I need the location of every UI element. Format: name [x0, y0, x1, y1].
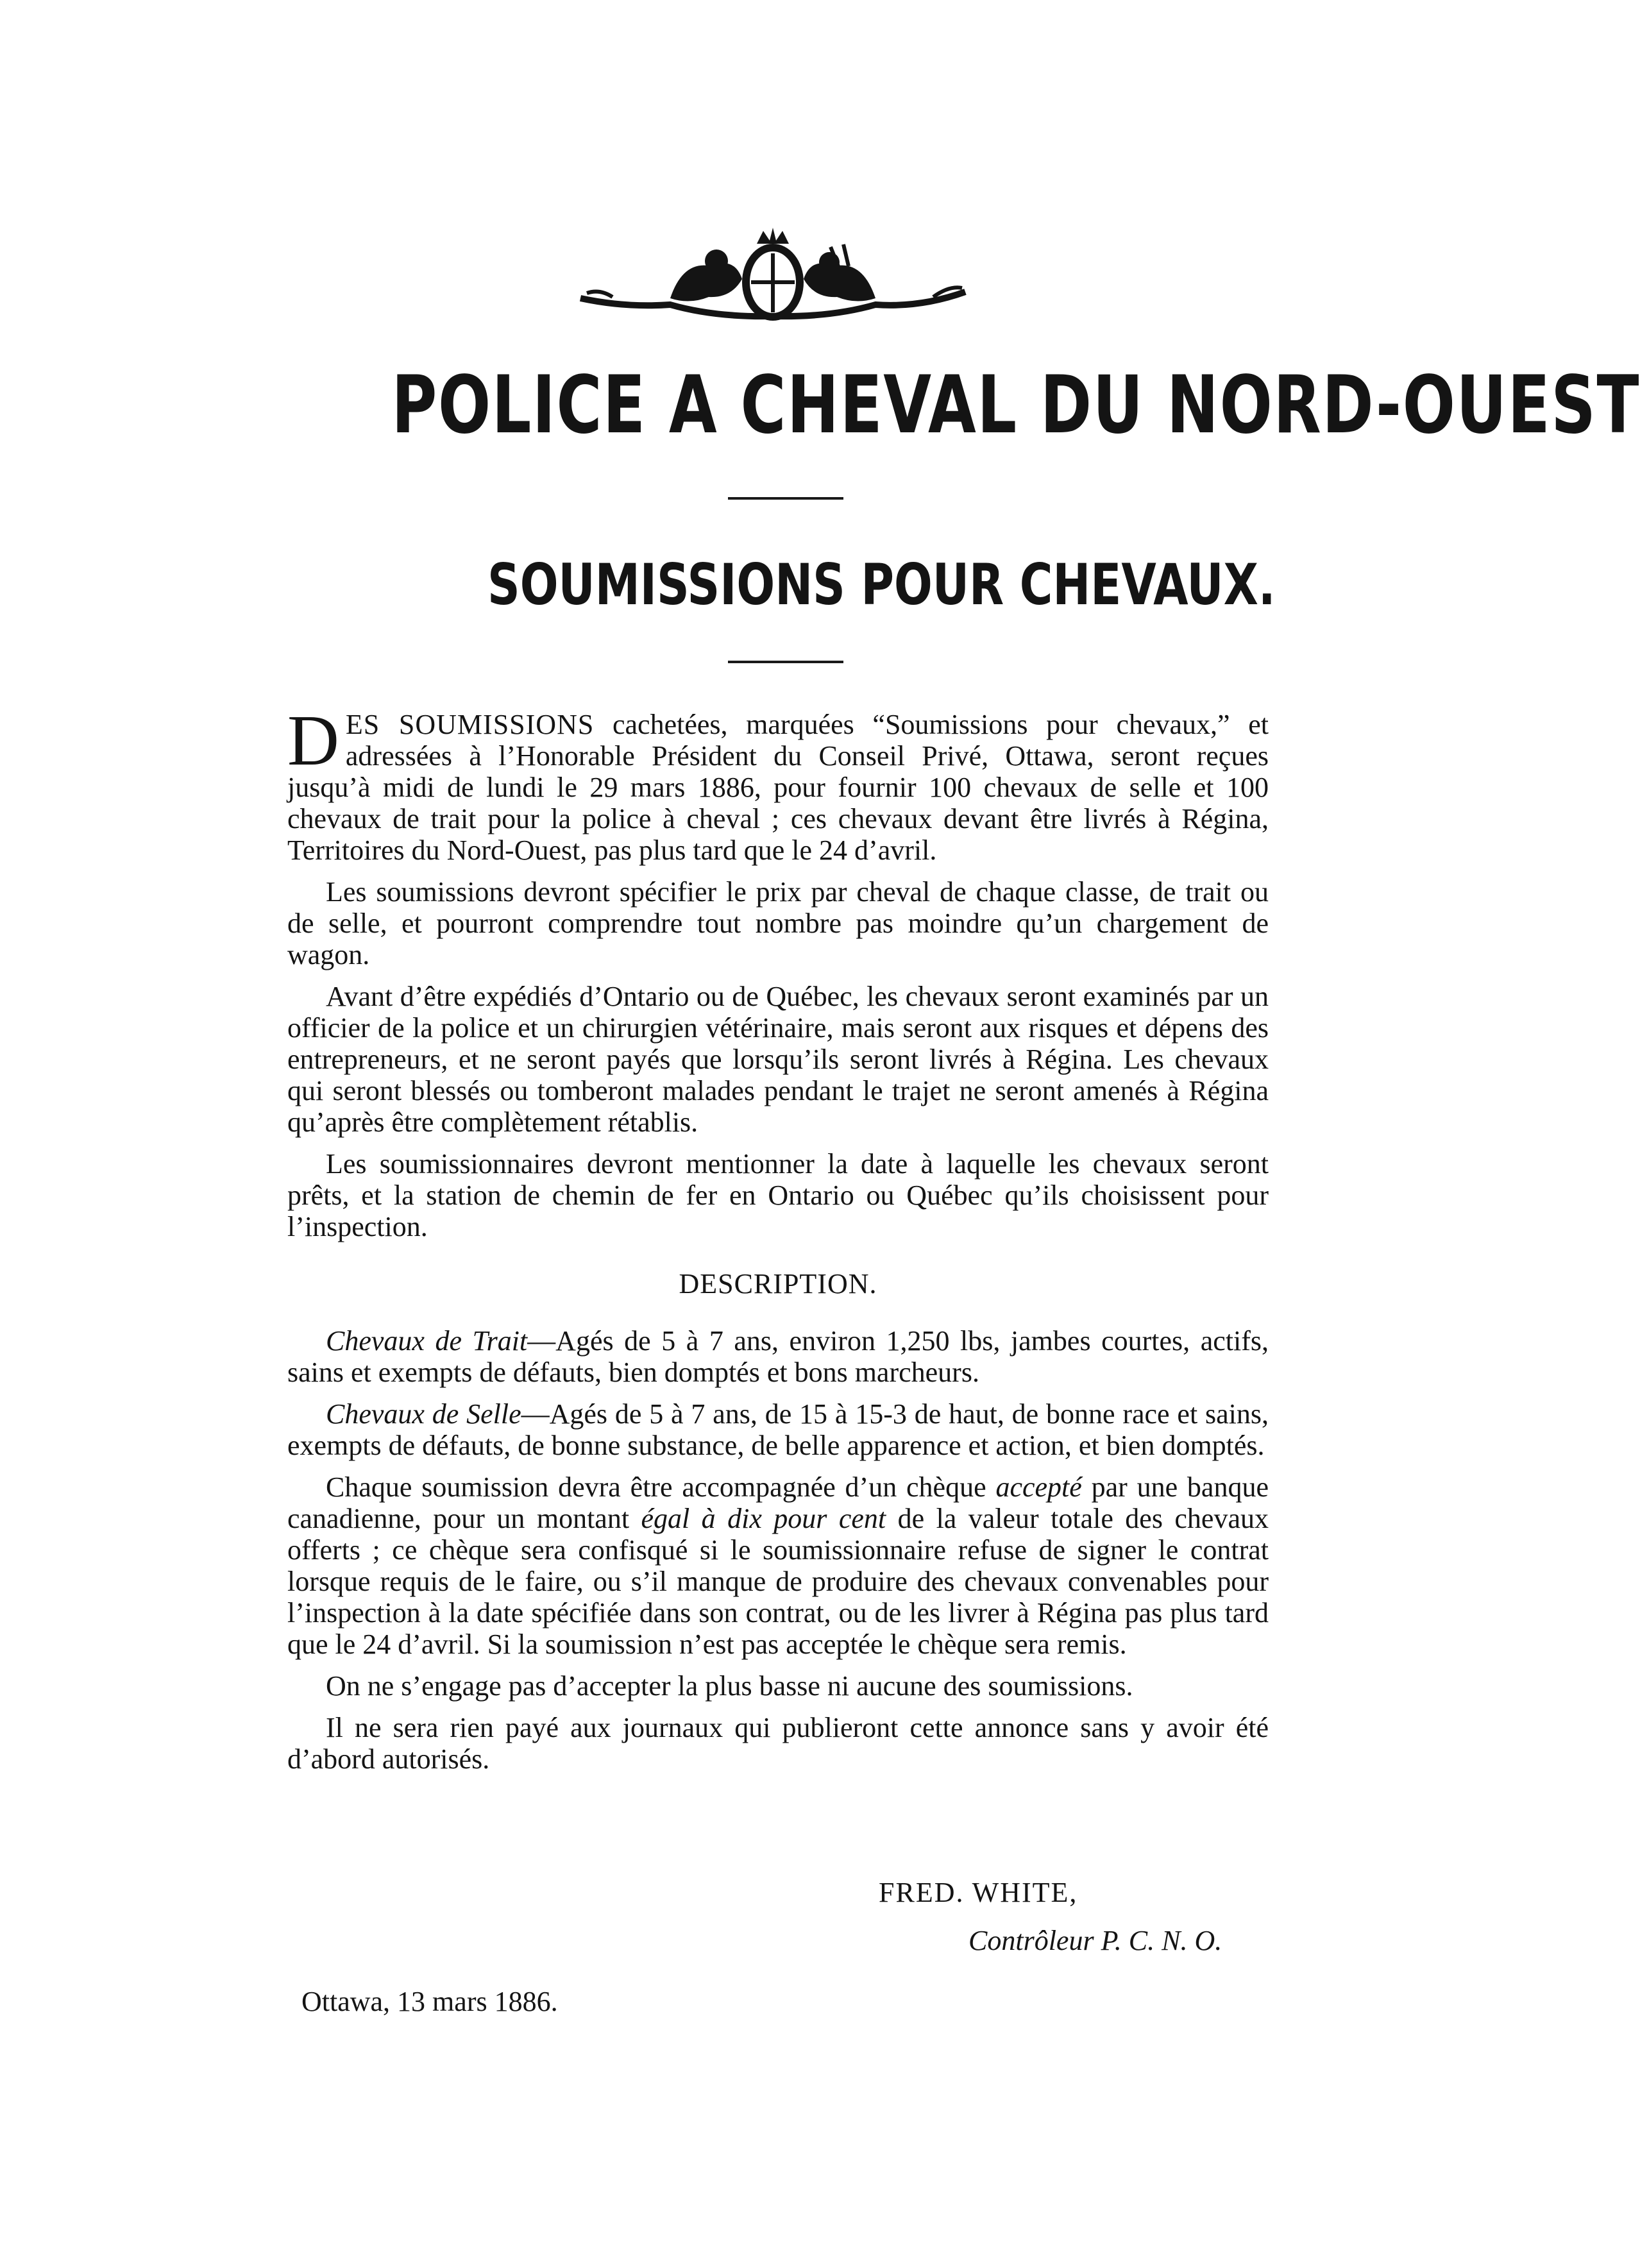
- draft-horses-text: —Agés de 5 à 7 ans, environ 1,250 lbs, jambes courtes, actifs, sains et exempts de défauts, bien domptés et bons marcheurs.: [287, 1325, 1269, 1388]
- cheque-text-c: de la valeur totale des chevaux offerts ; ce chèque sera confisqué si le soumissionnaire refuse de signer le contrat lorsque requis de le faire, ou s’il manque de produire des chevaux convenables pour l’inspection à la date spécifiée dans son contrat, ou de les livrer à Régina pas plus tard que le 24 d’avril. Si la soumission n’est pas acceptée le chèque sera remis.: [287, 1503, 1269, 1660]
- draft-horses-label: Chevaux de Trait: [326, 1325, 528, 1357]
- page-title: POLICE A CHEVAL DU NORD-OUEST: [391, 359, 1640, 452]
- page-subtitle: SOUMISSIONS POUR CHEVAUX.: [487, 552, 1276, 618]
- cheque-text-b: par une banque canadienne, pour un montant: [287, 1471, 1269, 1534]
- saddle-horses-text: —Agés de 5 à 7 ans, de 15 à 15-3 de haut, de bonne race et sains, exempts de défauts, de bonne substance, de belle apparence et action, et bien domptés.: [287, 1398, 1269, 1461]
- signer-title: Contrôleur P. C. N. O.: [968, 1925, 1222, 1956]
- subtitle-divider: [728, 661, 843, 663]
- paragraph-inspection: Avant d’être expédiés d’Ontario ou de Québec, les chevaux seront examinés par un officier de la police et un chirurgien vétérinaire, mais seront aux risques et dépens des entrepreneurs, et ne seront payés que lorsqu’ils seront livrés à Régina. Les chevaux qui seront blessés ou tomberont malades pendant le trajet ne seront amenés à Régina qu’après être complètement rétablis.: [287, 981, 1269, 1138]
- signature: FRED. WHITE,: [879, 1877, 1078, 1908]
- drop-cap: D: [287, 701, 339, 781]
- paragraph-tender-call: [287, 701, 1269, 866]
- paragraph-no-obligation: On ne s’engage pas d’accepter la plus basse ni aucune des soumissions.: [326, 1670, 1133, 1702]
- notice-body: [287, 701, 1269, 1785]
- paragraph-saddle-horses: [287, 1398, 1269, 1461]
- lead-in: ES SOUMISSIONS: [345, 709, 595, 740]
- paragraph-draft-horses: [287, 1325, 1269, 1388]
- saddle-horses-label: Chevaux de Selle: [326, 1398, 521, 1430]
- paragraph-cheque: [287, 1471, 1269, 1660]
- description-heading: DESCRIPTION.: [679, 1268, 877, 1299]
- paragraph-text: cachetées, marquées “Soumissions pour chevaux,” et adressées à l’Honorable Président du Conseil Privé, Ottawa, seront reçues jusqu’à midi de lundi le 29 mars 1886, pour fournir 100 chevaux de selle et 100 chevaux de trait pour la police à cheval ; ces chevaux devant être livrés à Régina, Territoires du Nord-Ouest, pas plus tard que le 24 d’avril.: [287, 709, 1269, 866]
- paragraph-newspapers: Il ne sera rien payé aux journaux qui publieront cette annonce sans y avoir été d’abord autorisés.: [287, 1712, 1269, 1775]
- paragraph-pricing: Les soumissions devront spécifier le prix par cheval de chaque classe, de trait ou de selle, et pourront comprendre tout nombre pas moindre qu’un chargement de wagon.: [287, 876, 1269, 970]
- accepted-emphasis: accepté: [995, 1471, 1082, 1503]
- title-divider: [728, 497, 843, 500]
- royal-coat-of-arms-icon: [574, 221, 972, 330]
- ten-percent-emphasis: égal à dix pour cent: [641, 1503, 886, 1534]
- cheque-text-a: Chaque soumission devra être accompagnée d’un chèque: [326, 1471, 996, 1503]
- paragraph-delivery-date: Les soumissionnaires devront mentionner la date à laquelle les chevaux seront prêts, et la station de chemin de fer en Ontario ou Québec qu’ils choisissent pour l’inspection.: [287, 1148, 1269, 1242]
- date-line: Ottawa, 13 mars 1886.: [301, 1986, 558, 2017]
